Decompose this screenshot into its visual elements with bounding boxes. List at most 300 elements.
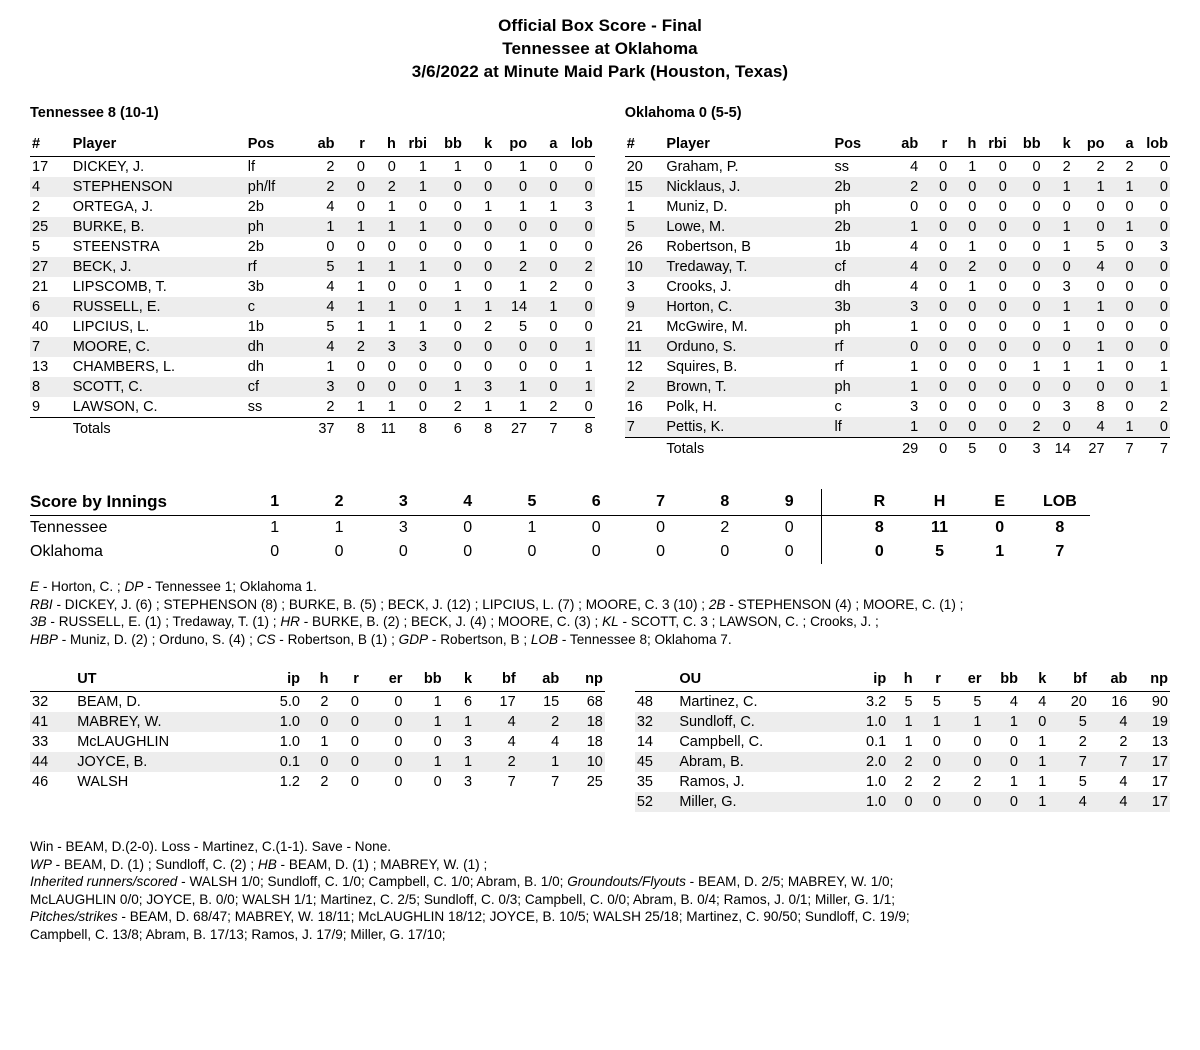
cell-a: 0: [549, 379, 558, 395]
cell-num: 32: [636, 714, 653, 730]
cell-np: 13: [1151, 734, 1168, 750]
col-header-number: [30, 670, 69, 692]
cell-pos: cf: [247, 379, 260, 395]
cell-ab: 4: [910, 159, 919, 175]
innings-title: Score by Innings: [30, 489, 243, 516]
totals-cell-r: 0: [920, 438, 949, 460]
col-header-number: #: [30, 135, 65, 157]
cell-rbi: 0: [998, 219, 1007, 235]
inning-9-runs: 0: [784, 543, 794, 560]
inning-4-runs: 0: [463, 519, 473, 536]
cell-bb: 0: [453, 339, 462, 355]
cell-num: 46: [32, 774, 49, 790]
away-pitching-body: [30, 692, 605, 793]
cell-ab: 4: [326, 279, 335, 295]
cell-a: 0: [1125, 199, 1134, 215]
footnote-label-inherited: Inherited runners/scored: [30, 874, 178, 889]
cell-h: 0: [968, 379, 977, 395]
col-header-number: [635, 670, 671, 692]
cell-po: 4: [1096, 419, 1105, 435]
footnote-label-wp: WP: [30, 856, 52, 872]
col-header-h: h: [886, 670, 914, 692]
cell-bb: 0: [1032, 159, 1041, 175]
cell-k: 1: [464, 754, 473, 770]
col-header-r: r: [330, 670, 360, 692]
cell-np: 17: [1151, 774, 1168, 790]
inning-7-runs: 0: [656, 519, 665, 536]
cell-h: 1: [387, 199, 396, 215]
table-row: [625, 257, 1170, 277]
cell-bb: 1: [1009, 714, 1018, 730]
footnote-decisions: Win - BEAM, D.(2-0). Loss - Martinez, C.(1-1). Save - None.: [30, 839, 392, 854]
totals-cell-bb: 6: [429, 418, 464, 440]
col-header-k: k: [464, 135, 494, 157]
inning-1-runs: 0: [270, 543, 280, 560]
cell-num: 33: [32, 734, 49, 750]
cell-bb: 0: [1032, 319, 1041, 335]
table-row: [625, 377, 1170, 397]
cell-ip: 3.2: [866, 694, 887, 710]
table-row: [625, 157, 1170, 178]
cell-k: 4: [1038, 694, 1047, 710]
footnote-pitches-strikes: [30, 908, 1170, 926]
cell-r: 1: [356, 319, 365, 335]
inning-8-runs: 2: [720, 519, 730, 536]
note-label-hbp: HBP: [30, 631, 58, 647]
innings-body: [30, 516, 1090, 565]
cell-ab: 4: [326, 299, 335, 315]
cell-h: 0: [968, 299, 977, 315]
innings-row: [30, 516, 1090, 541]
totals-cell-pos: [240, 418, 302, 440]
cell-k: 0: [1062, 419, 1071, 435]
cell-r: 2: [932, 774, 941, 790]
cell-h: 0: [387, 239, 396, 255]
cell-player: Robertson, B: [666, 239, 751, 255]
cell-h: 3: [387, 339, 396, 355]
summary-h: 5: [935, 543, 944, 560]
cell-num: 17: [32, 159, 49, 175]
cell-a: 2: [1125, 159, 1134, 175]
cell-num: 3: [626, 279, 635, 295]
note-line-hbp: [30, 631, 1170, 649]
cell-rbi: 0: [418, 299, 427, 315]
inning-6-runs: 0: [591, 519, 601, 536]
cell-pos: dh: [834, 279, 851, 295]
table-row: [625, 177, 1170, 197]
cell-k: 0: [1062, 379, 1071, 395]
cell-num: 8: [32, 379, 41, 395]
cell-pos: dh: [247, 359, 264, 375]
cell-h: 1: [387, 399, 396, 415]
cell-r: 0: [939, 279, 948, 295]
cell-ab: 15: [543, 694, 560, 710]
cell-ab: 0: [910, 339, 919, 355]
cell-ab: 4: [326, 339, 335, 355]
cell-a: 0: [1125, 239, 1134, 255]
cell-bb: 2: [453, 399, 462, 415]
note-text-e: - Horton, C. ;: [39, 579, 125, 594]
cell-a: 0: [549, 359, 558, 375]
cell-bf: 5: [1078, 774, 1087, 790]
cell-player: Miller, G.: [679, 794, 737, 810]
cell-rbi: 0: [418, 279, 427, 295]
cell-k: 1: [1062, 319, 1071, 335]
col-header-po: po: [494, 135, 529, 157]
score-by-innings-section: [0, 489, 1200, 564]
cell-num: 21: [32, 279, 49, 295]
table-row: [625, 297, 1170, 317]
cell-player: BEAM, D.: [77, 694, 141, 710]
col-header-np: np: [1129, 670, 1170, 692]
table-header-row: [625, 135, 1170, 157]
cell-po: 1: [519, 379, 528, 395]
home-batting-table: [625, 135, 1170, 459]
cell-k: 0: [484, 179, 493, 195]
cell-k: 1: [484, 399, 493, 415]
cell-num: 9: [626, 299, 635, 315]
cell-bb: 0: [1032, 219, 1041, 235]
innings-divider: [822, 516, 849, 541]
totals-cell-k: 14: [1043, 438, 1073, 460]
cell-po: 1: [519, 199, 528, 215]
cell-lob: 0: [1159, 419, 1168, 435]
col-header-r: r: [915, 670, 943, 692]
col-header-po: po: [1073, 135, 1107, 157]
cell-player: Graham, P.: [666, 159, 739, 175]
cell-player: CHAMBERS, L.: [72, 359, 176, 375]
inning-header-4: 4: [436, 489, 500, 516]
cell-h: 0: [968, 359, 977, 375]
cell-bb: 0: [1009, 794, 1018, 810]
cell-bb: 0: [453, 239, 462, 255]
inning-header-1: 1: [243, 489, 307, 516]
cell-r: 0: [939, 399, 948, 415]
cell-rbi: 1: [418, 259, 427, 275]
col-header-ab: ab: [302, 135, 337, 157]
away-batting-block: [30, 105, 595, 459]
cell-player: ORTEGA, J.: [72, 199, 154, 215]
cell-ab: 16: [1111, 694, 1128, 710]
cell-r: 1: [356, 219, 365, 235]
table-row: [625, 277, 1170, 297]
cell-r: 1: [356, 399, 365, 415]
inning-5-runs: 1: [527, 519, 537, 536]
totals-cell-po: 27: [494, 418, 529, 440]
col-header-pos: Pos: [827, 135, 887, 157]
note-text-cs: - Robertson, B (1) ;: [275, 631, 399, 647]
note-text-lob: - Tennessee 8; Oklahoma 7.: [558, 631, 732, 647]
inning-6-runs: 0: [591, 543, 601, 560]
cell-np: 18: [586, 734, 603, 750]
cell-po: 0: [1096, 219, 1105, 235]
cell-a: 0: [549, 219, 558, 235]
table-header-row: [30, 135, 595, 157]
cell-rbi: 0: [418, 399, 427, 415]
cell-k: 1: [484, 199, 493, 215]
col-header-team: OU: [671, 670, 841, 692]
cell-ab: 1: [551, 754, 560, 770]
inning-2-runs: 1: [334, 519, 344, 536]
cell-h: 1: [387, 259, 396, 275]
cell-po: 5: [1096, 239, 1105, 255]
summary-e: 1: [995, 543, 1005, 560]
away-batting-table: [30, 135, 595, 439]
cell-rbi: 0: [998, 399, 1007, 415]
inning-header-2: 2: [307, 489, 371, 516]
cell-player: BECK, J.: [72, 259, 132, 275]
table-row: [625, 217, 1170, 237]
cell-num: 32: [32, 694, 49, 710]
cell-pos: c: [834, 399, 842, 415]
cell-bb: 1: [453, 299, 462, 315]
cell-player: STEENSTRA: [72, 239, 160, 255]
cell-ab: 3: [326, 379, 335, 395]
inning-header-7: 7: [628, 489, 692, 516]
cell-lob: 1: [584, 379, 593, 395]
cell-h: 2: [904, 774, 913, 790]
cell-pos: rf: [834, 359, 844, 375]
title-line-2: Tennessee at Oklahoma: [502, 39, 698, 58]
cell-pos: c: [247, 299, 255, 315]
cell-k: 1: [1062, 299, 1071, 315]
col-header-rbi: rbi: [978, 135, 1008, 157]
away-team-heading: Tennessee 8 (10-1): [30, 105, 159, 121]
cell-r: 0: [350, 774, 359, 790]
cell-a: 0: [1125, 279, 1134, 295]
cell-rbi: 0: [998, 239, 1007, 255]
cell-lob: 0: [584, 159, 593, 175]
col-header-lob: lob: [1136, 135, 1170, 157]
cell-bb: 0: [1032, 199, 1041, 215]
cell-lob: 0: [1159, 179, 1168, 195]
cell-a: 0: [1125, 399, 1134, 415]
cell-po: 8: [1096, 399, 1105, 415]
cell-r: 0: [939, 379, 948, 395]
col-header-player: Player: [65, 135, 240, 157]
table-row: [635, 732, 1170, 752]
cell-bf: 4: [1078, 794, 1087, 810]
cell-r: 0: [350, 734, 359, 750]
cell-k: 3: [484, 379, 493, 395]
cell-pos: 3b: [247, 279, 264, 295]
col-header-k: k: [444, 670, 474, 692]
cell-ip: 1.0: [866, 794, 887, 810]
cell-lob: 1: [584, 339, 593, 355]
cell-er: 0: [394, 774, 403, 790]
cell-player: MOORE, C.: [72, 339, 151, 355]
pitching-footnotes: [0, 838, 1200, 943]
note-label-lob: LOB: [530, 631, 559, 647]
inning-3-runs: 0: [398, 543, 408, 560]
note-text-2b: - STEPHENSON (4) ; MOORE, C. (1) ;: [725, 596, 964, 612]
cell-pos: 3b: [834, 299, 851, 315]
cell-bb: 4: [1009, 694, 1018, 710]
inning-header-8: 8: [693, 489, 757, 516]
cell-a: 0: [549, 319, 558, 335]
cell-r: 0: [350, 714, 359, 730]
cell-er: 2: [973, 774, 982, 790]
page-title: [0, 0, 1200, 83]
cell-k: 1: [464, 714, 473, 730]
col-header-bb: bb: [983, 670, 1019, 692]
summary-h: 11: [931, 519, 948, 536]
inning-9-runs: 0: [784, 519, 794, 536]
table-row: [30, 157, 595, 178]
cell-k: 1: [1038, 794, 1047, 810]
cell-np: 68: [586, 694, 603, 710]
cell-bb: 0: [433, 734, 442, 750]
cell-lob: 0: [1159, 159, 1168, 175]
cell-lob: 0: [584, 239, 593, 255]
cell-k: 0: [484, 359, 493, 375]
cell-lob: 0: [1159, 279, 1168, 295]
cell-k: 1: [1038, 754, 1047, 770]
cell-h: 1: [320, 734, 329, 750]
cell-ip: 0.1: [866, 734, 887, 750]
cell-r: 0: [932, 734, 941, 750]
col-header-np: np: [561, 670, 605, 692]
cell-a: 0: [1125, 339, 1134, 355]
cell-a: 0: [1125, 379, 1134, 395]
cell-pos: ph: [834, 379, 851, 395]
cell-a: 0: [549, 179, 558, 195]
cell-a: 2: [549, 279, 558, 295]
inning-header-5: 5: [500, 489, 564, 516]
cell-num: 15: [626, 179, 643, 195]
table-row: [30, 357, 595, 377]
note-label-kl: KL: [602, 614, 619, 629]
totals-cell-r: 8: [336, 418, 366, 440]
cell-k: 3: [464, 734, 473, 750]
score-by-innings-table: [30, 489, 1090, 564]
cell-player: Ramos, J.: [679, 774, 745, 790]
cell-rbi: 0: [998, 419, 1007, 435]
cell-rbi: 0: [418, 379, 427, 395]
cell-num: 2: [626, 379, 635, 395]
cell-num: 25: [32, 219, 49, 235]
cell-h: 1: [387, 219, 396, 235]
summary-header-e: E: [970, 489, 1030, 516]
title-line-3: 3/6/2022 at Minute Maid Park (Houston, Texas): [411, 62, 789, 81]
cell-player: Lowe, M.: [666, 219, 726, 235]
cell-a: 0: [1125, 259, 1134, 275]
cell-rbi: 0: [998, 339, 1007, 355]
inning-4-runs: 0: [463, 543, 473, 560]
table-row: [30, 257, 595, 277]
cell-num: 41: [32, 714, 49, 730]
cell-rbi: 0: [998, 379, 1007, 395]
cell-po: 1: [519, 399, 528, 415]
cell-rbi: 1: [418, 319, 427, 335]
cell-lob: 0: [584, 279, 593, 295]
cell-rbi: 0: [998, 279, 1007, 295]
table-header-row: [30, 670, 605, 692]
cell-bb: 0: [1009, 734, 1018, 750]
cell-num: 44: [32, 754, 49, 770]
cell-bb: 2: [1032, 419, 1041, 435]
cell-ip: 1.2: [279, 774, 300, 790]
cell-a: 0: [549, 259, 558, 275]
col-header-player: Player: [658, 135, 826, 157]
footnote-inherited-runners: [30, 873, 1170, 891]
cell-pos: ph: [834, 199, 851, 215]
cell-num: 2: [32, 199, 41, 215]
footnote-label-hb: HB: [257, 856, 277, 872]
cell-h: 1: [904, 734, 913, 750]
note-line-errors: [30, 578, 1170, 596]
home-pitching-table: [635, 670, 1170, 812]
cell-ab: 1: [326, 359, 335, 375]
col-header-ip: ip: [842, 670, 887, 692]
cell-pos: lf: [247, 159, 255, 175]
col-header-er: er: [361, 670, 405, 692]
cell-np: 17: [1151, 754, 1168, 770]
cell-h: 5: [904, 694, 913, 710]
cell-lob: 3: [1159, 239, 1168, 255]
cell-pos: cf: [834, 259, 846, 275]
cell-player: Muniz, D.: [666, 199, 728, 215]
cell-rbi: 1: [418, 219, 427, 235]
cell-ab: 4: [1119, 774, 1128, 790]
cell-rbi: 0: [418, 239, 427, 255]
totals-cell-ab: 37: [302, 418, 337, 440]
cell-ab: 7: [1119, 754, 1128, 770]
cell-num: 10: [626, 259, 643, 275]
col-header-rbi: rbi: [398, 135, 429, 157]
cell-h: 0: [387, 379, 396, 395]
cell-rbi: 1: [418, 179, 427, 195]
cell-num: 26: [626, 239, 643, 255]
col-header-ab: ab: [1089, 670, 1130, 692]
cell-k: 1: [1062, 239, 1071, 255]
title-line-1: Official Box Score - Final: [498, 16, 702, 35]
cell-h: 0: [904, 794, 913, 810]
cell-bb: 1: [453, 159, 462, 175]
cell-ab: 2: [1119, 734, 1128, 750]
col-header-number: #: [625, 135, 659, 157]
table-row: [30, 712, 605, 732]
cell-po: 2: [1096, 159, 1105, 175]
cell-bb: 0: [1009, 754, 1018, 770]
cell-r: 0: [939, 179, 948, 195]
table-row: [625, 197, 1170, 217]
cell-k: 0: [484, 279, 493, 295]
cell-lob: 2: [1159, 399, 1168, 415]
totals-cell-ab: 29: [887, 438, 921, 460]
cell-bf: 7: [507, 774, 516, 790]
innings-divider: [822, 540, 849, 564]
cell-bb: 0: [453, 199, 462, 215]
totals-cell-lob: 7: [1136, 438, 1170, 460]
cell-ab: 3: [910, 299, 919, 315]
cell-lob: 1: [584, 359, 593, 375]
innings-divider: [822, 489, 849, 516]
cell-ab: 5: [326, 319, 335, 335]
table-row: [30, 692, 605, 713]
cell-num: 7: [32, 339, 41, 355]
cell-pos: lf: [834, 419, 842, 435]
cell-pos: ss: [247, 399, 263, 415]
cell-pos: ss: [834, 159, 849, 175]
cell-r: 0: [939, 219, 948, 235]
totals-cell-num: [625, 438, 659, 460]
cell-rbi: 0: [418, 359, 427, 375]
cell-bb: 1: [453, 379, 462, 395]
cell-num: 27: [32, 259, 49, 275]
cell-num: 45: [636, 754, 653, 770]
table-row: [30, 177, 595, 197]
